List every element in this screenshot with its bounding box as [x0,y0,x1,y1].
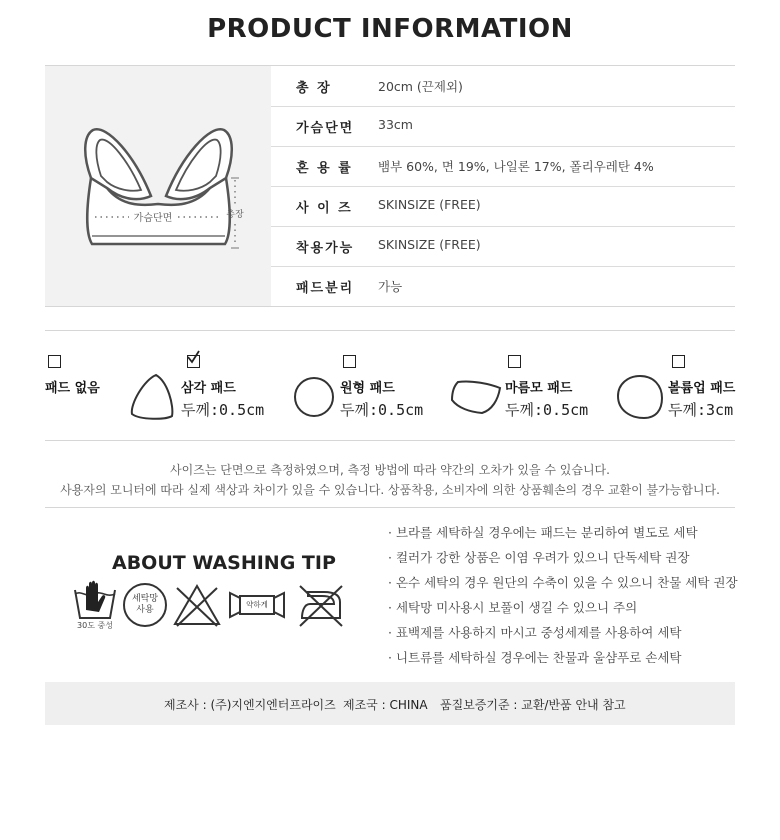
pad-thickness: 두께:3cm [668,401,734,419]
spec-label: 가슴단면 [296,121,355,136]
spec-row [271,106,735,147]
pad-shape-icon [616,374,664,424]
spec-value: 뱀부 60%, 면 19%, 나일론 17%, 폴리우레탄 4% [378,159,654,174]
bra-outline-diagram [45,66,271,306]
pad-checkbox[interactable] [508,355,521,368]
spec-value: 33cm [378,117,413,132]
washing-tip: · 세탁망 미사용시 보풀이 생길 수 있으니 주의 [388,600,638,615]
washing-tip: · 니트류를 세탁하실 경우에는 찬물과 울샴푸로 손세탁 [388,650,682,665]
pad-shape-icon [293,376,335,422]
washing-tip: · 온수 세탁의 경우 원단의 수축이 있을 수 있으니 찬물 세탁 권장 [388,575,738,590]
gentle-dry-icon [228,590,286,624]
gentle-dry-text: 약하게 [246,600,268,609]
spec-row [271,146,735,187]
spec-value: SKINSIZE (FREE) [378,237,481,252]
pad-thickness: 두께:0.5cm [181,401,265,419]
spec-value: 가능 [378,279,403,294]
divider [45,306,735,307]
laundry-net-icon [122,582,168,632]
pad-shape-icon [450,378,502,420]
spec-label: 사 이 즈 [296,201,353,216]
footer-maker: 제조사 : (주)지엔지엔터프라이즈 [164,698,336,712]
divider [45,440,735,441]
no-iron-icon [296,582,346,634]
spec-row [271,266,735,306]
spec-label: 혼 용 률 [296,161,353,176]
pad-name: 마름모 패드 [505,381,573,396]
page-title: PRODUCT INFORMATION [207,14,573,44]
washing-tip: · 표백제를 사용하지 마시고 중성세제를 사용하여 세탁 [388,625,682,640]
washing-title: ABOUT WASHING TIP [112,552,336,574]
washing-tip: · 컬러가 강한 상품은 이염 우려가 있으니 단독세탁 권장 [388,550,690,565]
check-icon [186,350,202,366]
spec-value: 20cm (끈제외) [378,79,463,94]
pad-checkbox[interactable] [48,355,61,368]
laundry-net-text: 세탁망 사용 [131,594,159,615]
spec-row [271,226,735,267]
pad-checkbox[interactable] [343,355,356,368]
hand-wash-caption: 30도 중성 [77,621,113,630]
pad-shape-icon [128,372,176,426]
spec-label: 패드분리 [296,281,355,296]
hand-wash-icon [72,580,118,636]
footer-country: 제조국 : CHINA [343,698,428,712]
pad-checkbox[interactable] [187,355,200,368]
notice-line: 사용자의 모니터에 따라 실제 색상과 차이가 있을 수 있습니다. 상품착용, 소비자에 의한 상품훼손의 경우 교환이 불가능합니다. [60,483,720,497]
width-label: 가슴단면 [133,213,173,224]
pad-checkbox[interactable] [672,355,685,368]
pad-name: 원형 패드 [340,381,395,396]
footer-warranty: 품질보증기준 : 교환/반품 안내 참고 [440,698,626,712]
footer [45,682,735,725]
divider [45,507,735,508]
length-label: 총장 [226,210,244,220]
spec-row [271,186,735,227]
notice-line: 사이즈는 단면으로 측정하였으며, 측정 방법에 따라 약간의 오차가 있을 수 있습니다. [170,463,610,477]
pad-name: 볼륨업 패드 [668,381,736,396]
product-diagram [45,66,271,306]
pad-name: 패드 없음 [45,381,100,396]
spec-label: 착용가능 [296,241,355,256]
divider [45,330,735,331]
washing-tip: · 브라를 세탁하실 경우에는 패드는 분리하여 별도로 세탁 [388,525,698,540]
spec-label: 총 장 [296,81,332,96]
pad-thickness: 두께:0.5cm [340,401,424,419]
spec-row [271,66,735,107]
pad-name: 삼각 패드 [181,381,236,396]
spec-value: SKINSIZE (FREE) [378,197,481,212]
pad-thickness: 두께:0.5cm [505,401,589,419]
no-bleach-icon [172,582,222,632]
